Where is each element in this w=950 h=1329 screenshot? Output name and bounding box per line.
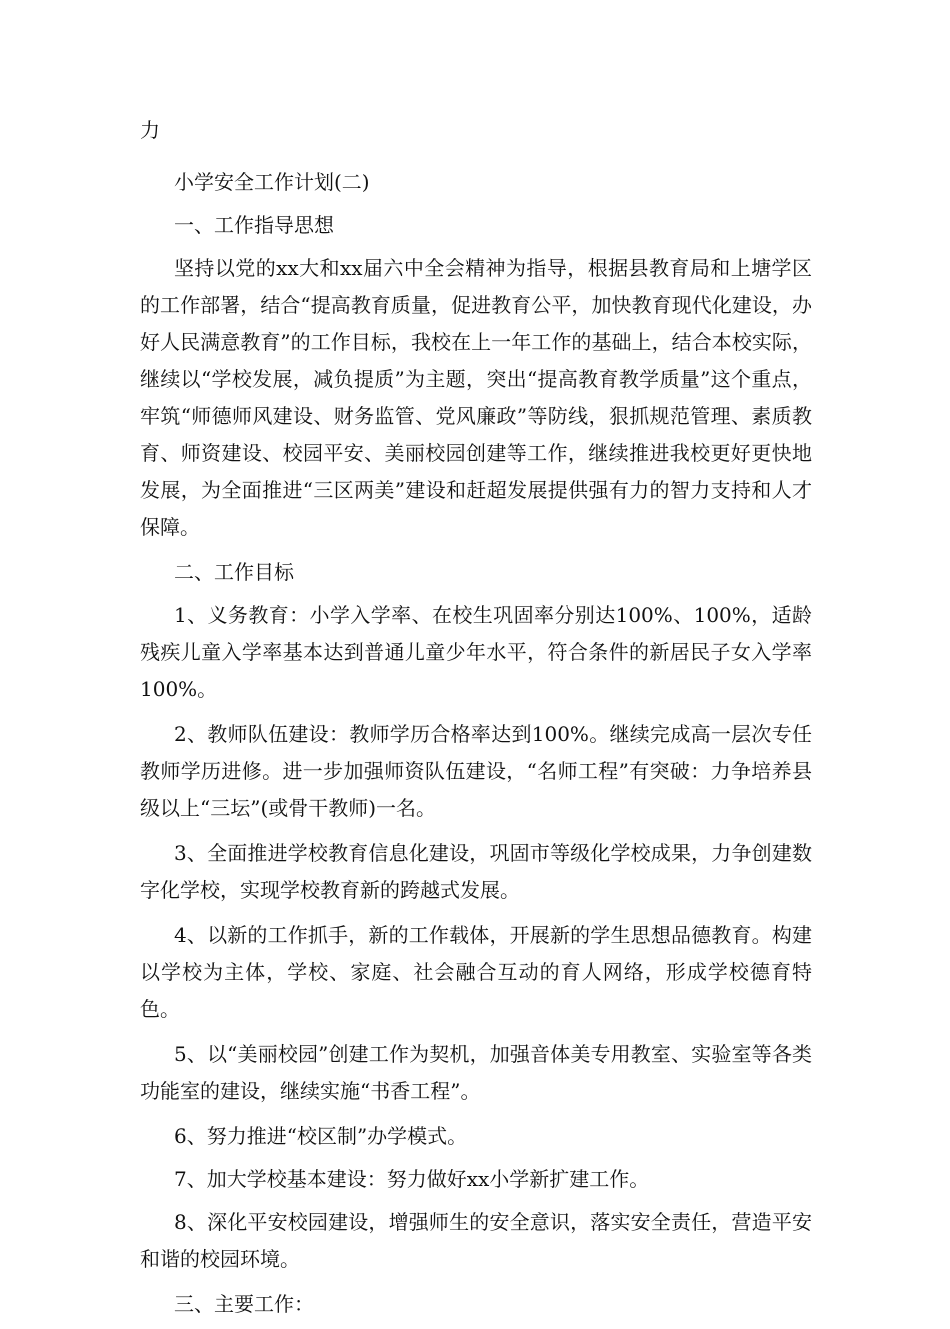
goal-item-7: 7、加大学校基本建设：努力做好xx小学新扩建工作。 xyxy=(174,1167,650,1191)
goal-item-5: 5、以“美丽校园”创建工作为契机，加强音体美专用教室、实验室等各类功能室的建设，继续实施“书香工程”。 xyxy=(140,1042,812,1103)
document-title: 小学安全工作计划(二) xyxy=(174,170,370,194)
goal-item-6: 6、努力推进“校区制”办学模式。 xyxy=(174,1124,468,1148)
goal-item-8: 8、深化平安校园建设，增强师生的安全意识，落实安全责任，营造平安和谐的校园环境。 xyxy=(140,1210,812,1271)
goal-item-3: 3、全面推进学校教育信息化建设，巩固市等级化学校成果，力争创建数字化学校，实现学校教育新的跨越式发展。 xyxy=(140,841,812,902)
paragraph-guiding-ideology: 坚持以党的xx大和xx届六中全会精神为指导，根据县教育局和上塘学区的工作部署，结合“提高教育质量，促进教育公平，加快教育现代化建设，办好人民满意教育”的工作目标，我校在上一年工作的基础上，结合本校实际，继续以“学校发展，减负提质”为主题，突出“提高教育教学质量”这个重点，牢筑“师德师风建设、财务监管、党风廉政”等防线，狠抓规范管理、素质教育、师资建设、校园平安、美丽校园创建等工作，继续推进我校更好更快地发展，为全面推进“三区两美”建设和赶超发展提供强有力的智力支持和人才保障。 xyxy=(140,256,812,539)
document-body xyxy=(140,112,812,1329)
goal-item-2: 2、教师队伍建设：教师学历合格率达到100%。继续完成高一层次专任教师学历进修。进一步加强师资队伍建设，“名师工程”有突破：力争培养县级以上“三坛”(或骨干教师)一名。 xyxy=(140,722,812,820)
continuation-text: 力 xyxy=(140,118,160,142)
section-heading-work-goals: 二、工作目标 xyxy=(174,560,294,584)
section-heading-guiding-ideology: 一、工作指导思想 xyxy=(174,213,334,237)
goal-item-1: 1、义务教育：小学入学率、在校生巩固率分别达100%、100%，适龄残疾儿童入学率基本达到普通儿童少年水平，符合条件的新居民子女入学率100%。 xyxy=(140,603,812,701)
section-heading-main-work: 三、主要工作： xyxy=(174,1292,314,1316)
goal-item-4: 4、以新的工作抓手，新的工作载体，开展新的学生思想品德教育。构建以学校为主体，学校、家庭、社会融合互动的育人网络，形成学校德育特色。 xyxy=(140,923,812,1021)
